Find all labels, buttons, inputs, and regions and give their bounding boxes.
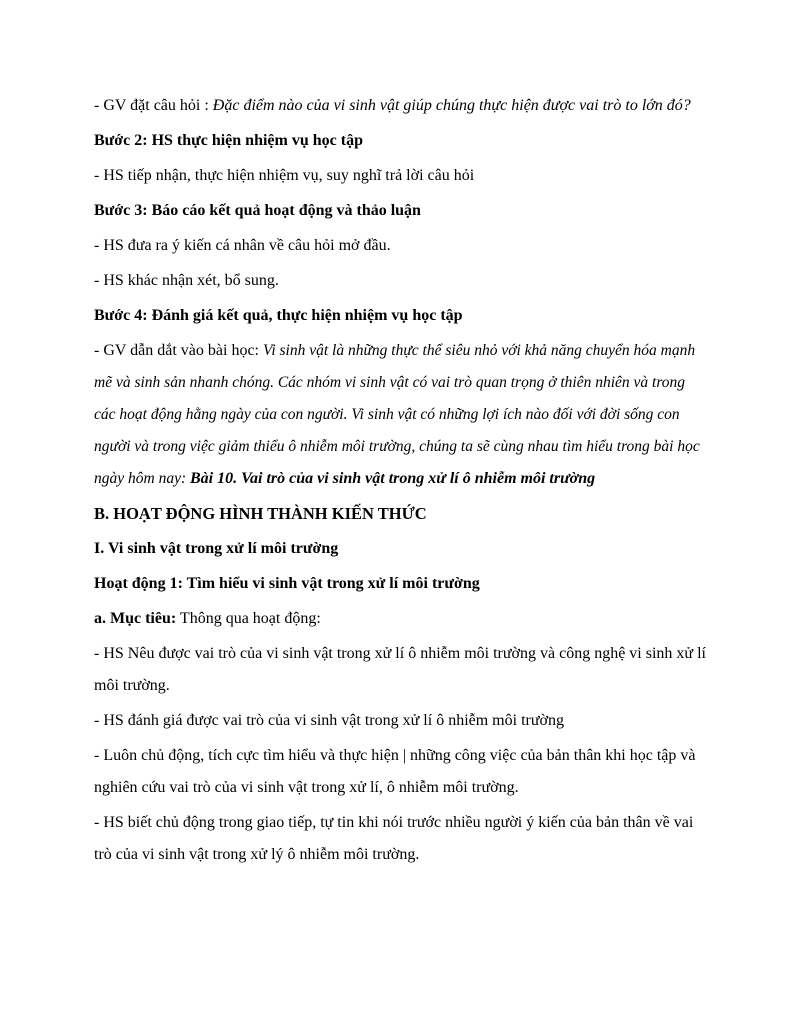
step3-text-1: - HS đưa ra ý kiến cá nhân về câu hỏi mở đầu. xyxy=(94,237,391,254)
step4-paragraph xyxy=(94,335,710,495)
objective-bullet-3: - Luôn chủ động, tích cực tìm hiểu và thực hiện | những công việc của bản thân khi học tập và nghiên cứu vai trò của vi sinh vật trong xử lí, ô nhiễm môi trường. xyxy=(94,747,696,796)
section-i-heading: I. Vi sinh vật trong xử lí môi trường xyxy=(94,540,339,557)
objective-bullet-1: - HS Nêu được vai trò của vi sinh vật trong xử lí ô nhiễm môi trường và công nghệ vi sinh xử lí môi trường. xyxy=(94,645,706,694)
question-lead: - GV đặt câu hỏi : xyxy=(94,97,213,114)
step3-text-2: - HS khác nhận xét, bổ sung. xyxy=(94,272,279,289)
step4-italic: Vi sinh vật là những thực thể siêu nhỏ với khả năng chuyển hóa mạnh mẽ và sinh sản nhanh chóng. Các nhóm vi sinh vật có vai trò quan trọng ở thiên nhiên và trong các hoạt động hằng ngày của con người. Vi sinh vật có những lợi ích nào đối với đời sống con người và trong việc giảm thiểu ô nhiễm môi trường, chúng ta sẽ cùng nhau tìm hiểu trong bài học ngày hôm nay: xyxy=(94,342,700,487)
objective-text: Thông qua hoạt động: xyxy=(176,610,321,627)
step2-heading: Bước 2: HS thực hiện nhiệm vụ học tập xyxy=(94,132,363,149)
section-b-heading: B. HOẠT ĐỘNG HÌNH THÀNH KIẾN THỨC xyxy=(94,504,427,523)
document-page xyxy=(94,90,710,874)
objective-label: a. Mục tiêu: xyxy=(94,610,177,627)
objective-bullet-4: - HS biết chủ động trong giao tiếp, tự tin khi nói trước nhiều người ý kiến của bản thân về vai trò của vi sinh vật trong xử lý ô nhiễm môi trường. xyxy=(94,814,694,863)
step4-heading: Bước 4: Đánh giá kết quả, thực hiện nhiệm vụ học tập xyxy=(94,307,463,324)
lesson-title: Bài 10. Vai trò của vi sinh vật trong xử lí ô nhiễm môi trường xyxy=(190,470,596,487)
step3-heading: Bước 3: Báo cáo kết quả hoạt động và thảo luận xyxy=(94,202,421,219)
step2-text: - HS tiếp nhận, thực hiện nhiệm vụ, suy nghĩ trả lời câu hỏi xyxy=(94,167,475,184)
objective-line xyxy=(94,603,710,635)
question-italic: Đặc điểm nào của vi sinh vật giúp chúng thực hiện được vai trò to lớn đó? xyxy=(212,97,691,114)
activity1-heading: Hoạt động 1: Tìm hiểu vi sinh vật trong xử lí môi trường xyxy=(94,575,480,592)
objective-bullet-2: - HS đánh giá được vai trò của vi sinh vật trong xử lí ô nhiễm môi trường xyxy=(94,712,564,729)
teacher-question xyxy=(94,90,710,122)
step4-lead: - GV dẫn dắt vào bài học: xyxy=(94,342,263,359)
